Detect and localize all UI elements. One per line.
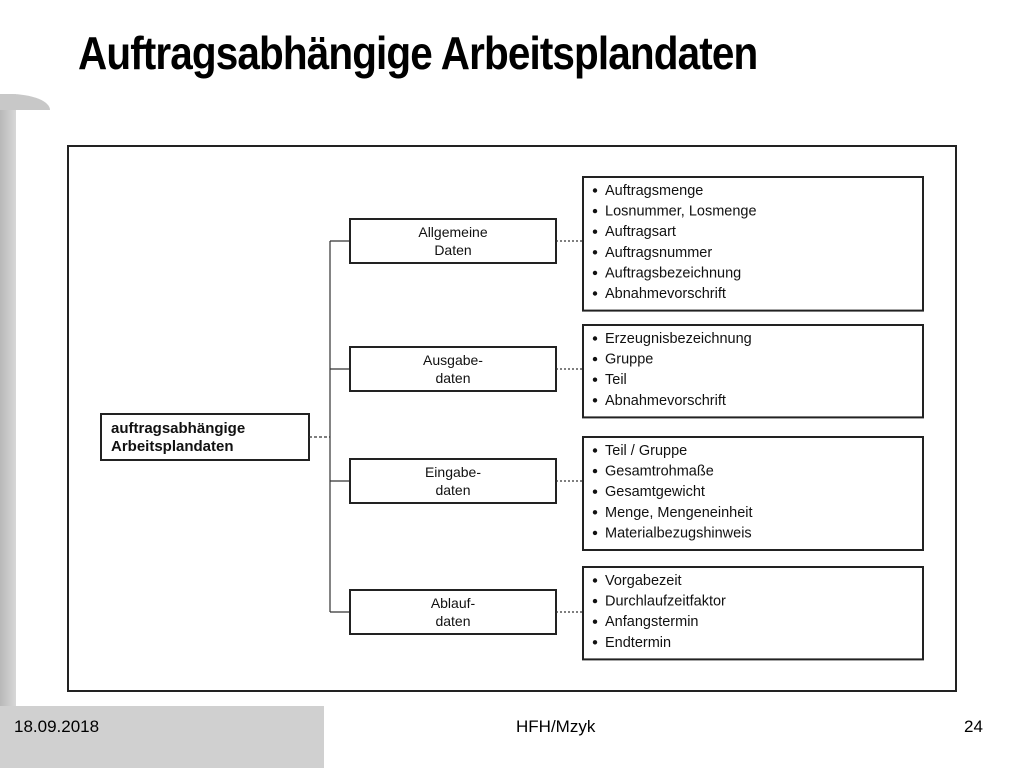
bullet-icon: [593, 510, 597, 514]
list-item: Auftragsnummer: [605, 244, 713, 261]
list-item: Menge, Mengeneinheit: [605, 504, 753, 521]
bullet-icon: [593, 230, 597, 234]
bullet-icon: [593, 640, 597, 644]
list-item: Teil: [605, 372, 627, 389]
bullet-icon: [593, 188, 597, 192]
bullet-icon: [593, 490, 597, 494]
bullet-icon: [593, 398, 597, 402]
list-item: Losnummer, Losmenge: [605, 203, 757, 220]
bullet-icon: [593, 448, 597, 452]
bullet-icon: [593, 578, 597, 582]
bullet-icon: [593, 599, 597, 603]
list-item: Gruppe: [605, 351, 654, 368]
slide-title: Auftragsabhängige Arbeitsplandaten: [78, 27, 758, 79]
category-label: daten: [435, 370, 471, 386]
bullet-icon: [593, 357, 597, 361]
list-item: Abnahmevorschrift: [605, 392, 726, 409]
category-label: Allgemeine: [418, 224, 488, 240]
root-box-text: auftragsabhängige: [111, 420, 246, 437]
list-item: Anfangstermin: [605, 614, 699, 631]
list-item: Abnahmevorschrift: [605, 286, 726, 302]
list-item: Vorgabezeit: [605, 573, 682, 589]
list-item: Teil / Gruppe: [605, 443, 688, 459]
list-item: Durchlaufzeitfaktor: [605, 593, 726, 610]
bullet-icon: [593, 531, 597, 535]
category-label: Ablauf-: [430, 595, 476, 611]
bullet-icon: [593, 378, 597, 382]
category-label: Daten: [434, 242, 472, 258]
category-label: Ausgabe-: [423, 352, 483, 368]
footer-date: 18.09.2018: [14, 717, 100, 736]
list-item: Endtermin: [605, 634, 672, 651]
category-label: daten: [435, 482, 471, 498]
bullet-icon: [593, 291, 597, 295]
list-item: Auftragsart: [605, 224, 676, 241]
list-item: Erzeugnisbezeichnung: [605, 331, 752, 347]
root-box-text: Arbeitsplandaten: [111, 438, 234, 455]
footer-page-number: 24: [964, 717, 983, 736]
list-item: Auftragsmenge: [605, 183, 704, 199]
list-item: Auftragsbezeichnung: [605, 265, 742, 282]
bullet-icon: [593, 336, 597, 340]
bullet-icon: [593, 250, 597, 254]
list-item: Gesamtgewicht: [605, 484, 705, 501]
bullet-icon: [593, 469, 597, 473]
footer-author: HFH/Mzyk: [516, 717, 596, 736]
list-item: Gesamtrohmaße: [605, 463, 714, 480]
list-item: Materialbezugshinweis: [605, 525, 752, 542]
category-label: Eingabe-: [424, 464, 482, 480]
bullet-icon: [593, 209, 597, 213]
category-label: daten: [435, 613, 471, 629]
bullet-icon: [593, 271, 597, 275]
bullet-icon: [593, 620, 597, 624]
